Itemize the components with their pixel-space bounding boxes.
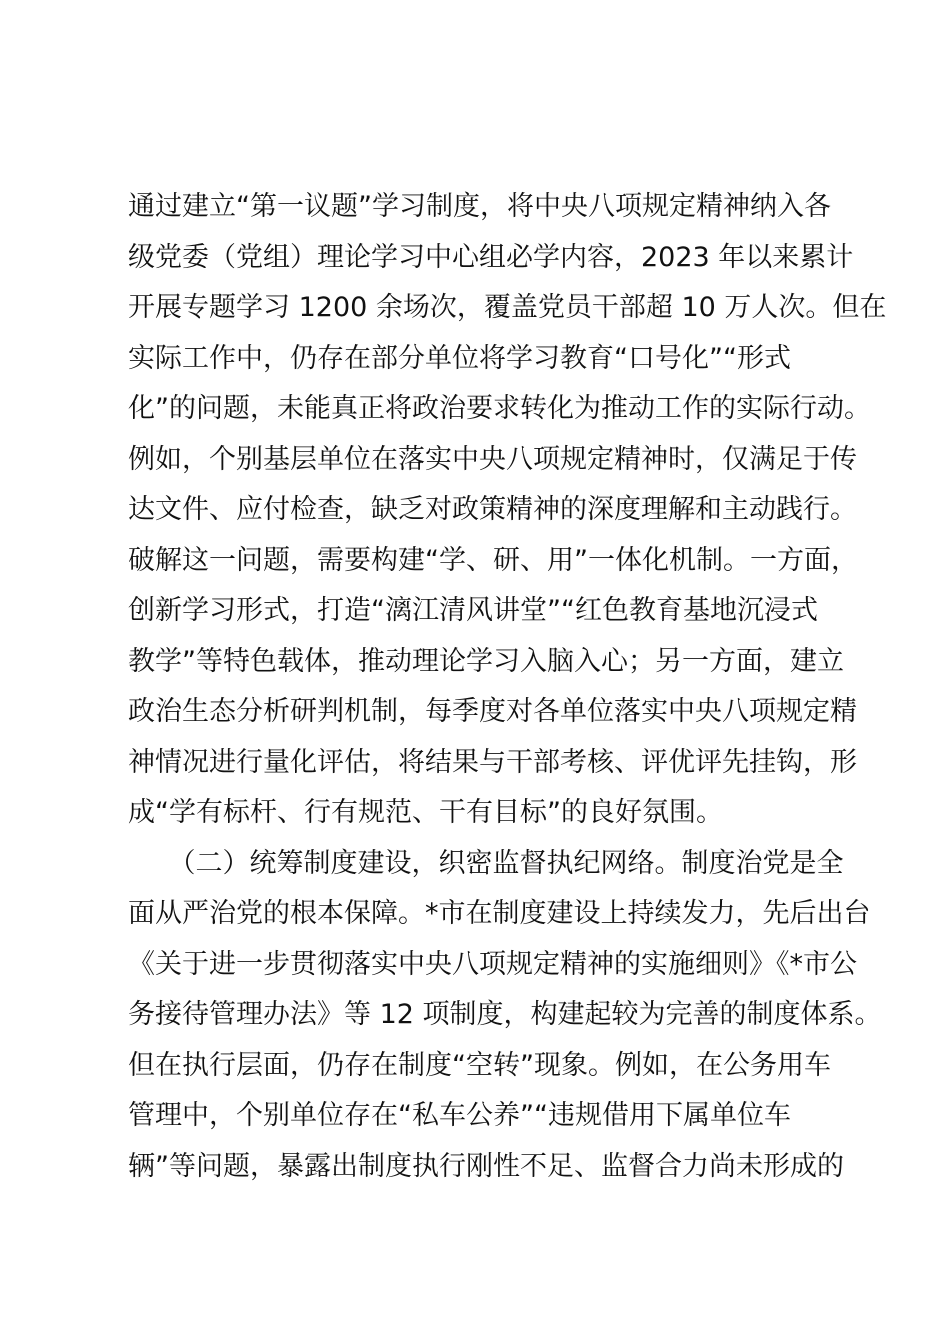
- text-line: 级党委（党组）理论学习中心组必学内容，2023 年以来累计: [128, 241, 854, 273]
- text-line: 辆”等问题，暴露出制度执行刚性不足、监督合力尚未形成的: [128, 1150, 844, 1182]
- text-line: 实际工作中，仍存在部分单位将学习教育“口号化”“形式: [128, 342, 791, 374]
- text-line: 但在执行层面，仍存在制度“空转”现象。例如，在公务用车: [128, 1049, 831, 1081]
- text-line: 务接待管理办法》等 12 项制度，构建起较为完善的制度体系。: [128, 999, 882, 1030]
- text-line: 神情况进行量化评估，将结果与干部考核、评优评先挂钩，形: [128, 746, 857, 778]
- text-line: 管理中，个别单位存在“私车公养”“违规借用下属单位车: [128, 1100, 791, 1131]
- text-line: 达文件、应付检查，缺乏对政策精神的深度理解和主动践行。: [128, 494, 857, 525]
- text-line: 通过建立“第一议题”学习制度，将中央八项规定精神纳入各: [128, 191, 831, 222]
- text-line: 开展专题学习 1200 余场次，覆盖党员干部超 10 万人次。但在: [128, 292, 887, 323]
- body-text: [128, 182, 887, 1192]
- text-line: 教学”等特色载体，推动理论学习入脑入心；另一方面，建立: [128, 645, 844, 677]
- text-line: 面从严治党的根本保障。*市在制度建设上持续发力，先后出台: [128, 898, 871, 929]
- text-line: 成“学有标杆、行有规范、干有目标”的良好氛围。: [128, 797, 723, 828]
- text-line: 政治生态分析研判机制，每季度对各单位落实中央八项规定精: [128, 696, 857, 727]
- text-line: （二）统筹制度建设，织密监督执纪网络。制度治党是全: [128, 847, 844, 879]
- text-line: 化”的问题，未能真正将政治要求转化为推动工作的实际行动。: [128, 393, 871, 424]
- text-line: 创新学习形式，打造“漓江清风讲堂”“红色教育基地沉浸式: [128, 595, 818, 626]
- text-line: 《关于进一步贯彻落实中央八项规定精神的实施细则》《*市公: [128, 948, 857, 980]
- text-line: 破解这一问题，需要构建“学、研、用”一体化机制。一方面，: [128, 544, 858, 576]
- text-line: 例如，个别基层单位在落实中央八项规定精神时，仅满足于传: [128, 443, 857, 475]
